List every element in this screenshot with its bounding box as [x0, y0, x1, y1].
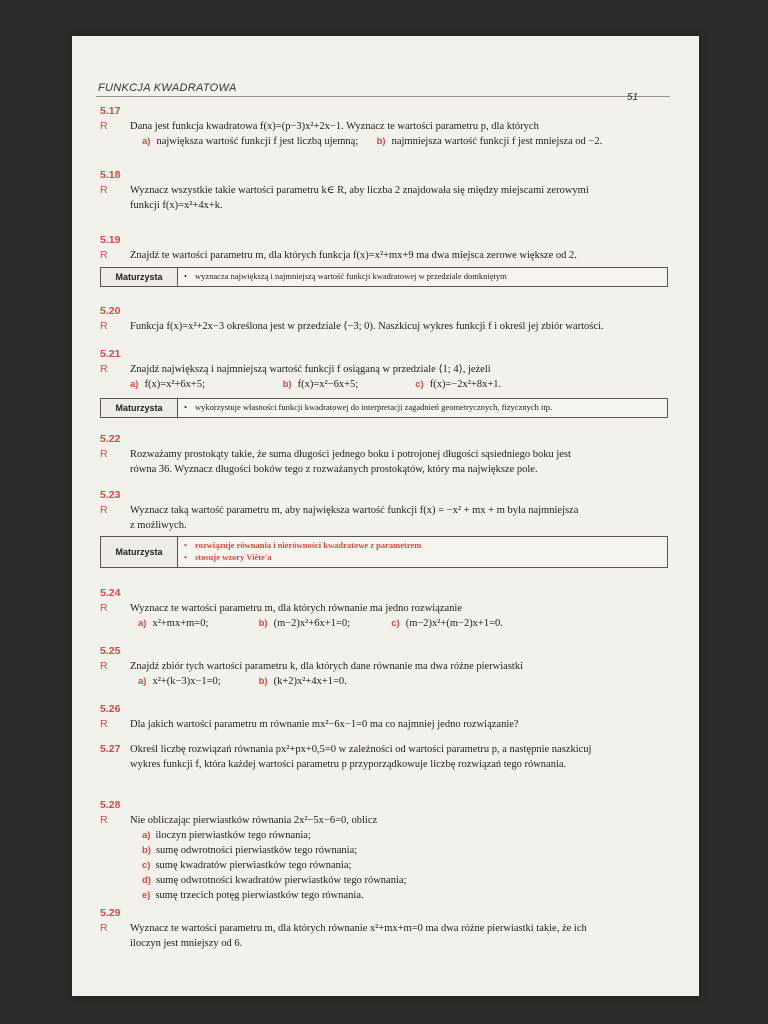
- exercise-number: 5.20 R: [100, 305, 121, 332]
- exercise-5-17: [100, 104, 660, 149]
- exercise-text: Wyznacz wszystkie takie wartości parametru k∈ R, aby liczba 2 znajdowała się między miejscami zerowymi: [130, 185, 589, 196]
- option-text: (k+2)x²+4x+1=0.: [273, 676, 347, 687]
- exercise-text: Rozważamy prostokąty takie, że suma długości jednego boku i potrojonej długości sąsiedniego boku jest: [130, 449, 571, 460]
- exercise-5-28: [100, 798, 660, 903]
- exercise-5-27: [100, 742, 660, 772]
- item-label: c): [142, 860, 151, 871]
- exercise-text-cont: funkcji f(x)=x²+4x+k.: [130, 200, 223, 211]
- exercise-text: Nie obliczając pierwiastków równania 2x²−5x−6=0, oblicz: [130, 815, 378, 826]
- option-label: a): [130, 379, 139, 390]
- option-label: b): [282, 379, 292, 390]
- item-label: e): [142, 890, 151, 901]
- exercise-5-18: [100, 168, 660, 213]
- skill-item: rozwiązuje równania i nierówności kwadratowe z parametrem: [194, 540, 422, 550]
- exercise-number: 5.28 R: [100, 799, 121, 826]
- option-label: c): [415, 379, 424, 390]
- box-label: Maturzysta: [101, 537, 178, 567]
- exercise-5-29: [100, 906, 660, 951]
- item-label: b): [142, 845, 151, 856]
- exercise-text-cont: wykres funkcji f, która każdej wartości parametru p przyporządkowuje liczbę rozwiązań tego równania.: [130, 759, 567, 770]
- option-text: f(x)=x²−6x+5;: [297, 379, 359, 390]
- exercise-5-22: [100, 432, 660, 477]
- header-divider: [96, 96, 670, 97]
- exercise-text: Wyznacz taką wartość parametru m, aby największa wartość funkcji f(x) = −x² + mx + m była najmniejsza: [130, 505, 579, 516]
- item-label: d): [142, 875, 151, 886]
- item-text: sumę odwrotności kwadratów pierwiastków tego równania;: [155, 875, 407, 886]
- exercise-text: Znajdź największą i najmniejszą wartość funkcji f osiąganą w przedziale ⟨1; 4⟩, jeżeli: [130, 364, 491, 375]
- exercise-text: Wyznacz te wartości parametru m, dla których równanie ma jedno rozwiązanie: [130, 603, 463, 614]
- exercise-5-26: [100, 702, 660, 732]
- exercise-text: Znajdź te wartości parametru m, dla których funkcja f(x)=x²+mx+9 ma dwa miejsca zerowe większe od 2.: [130, 250, 577, 261]
- exercise-5-21: [100, 347, 660, 392]
- item-label: a): [142, 830, 151, 841]
- exercise-text: Wyznacz te wartości parametru m, dla których równanie x²+mx+m=0 ma dwa różne pierwiastki takie, że ich: [130, 923, 587, 934]
- exercise-5-24: [100, 586, 660, 631]
- item-text: sumę odwrotności pierwiastków tego równania;: [155, 845, 358, 856]
- item-text: sumę trzecich potęg pierwiastków tego równania.: [155, 890, 364, 901]
- skills-box: Maturzysta • wyznacza największą i najmniejszą wartość funkcji kwadratowej w przedziale domkniętym: [100, 267, 668, 287]
- option-label: c): [391, 618, 400, 629]
- textbook-page: [72, 36, 699, 996]
- option-label: a): [142, 136, 151, 147]
- exercise-number: 5.29 R: [100, 907, 121, 934]
- exercise-number: 5.22 R: [100, 433, 121, 460]
- skill-item: stosuje wzory Viète'a: [194, 552, 272, 562]
- option-label: b): [376, 136, 386, 147]
- option-label: a): [138, 618, 147, 629]
- option-text: najmniejsza wartość funkcji f jest mniejsza od −2.: [391, 136, 603, 147]
- option-text: x²+mx+m=0;: [152, 618, 209, 629]
- chapter-title: FUNKCJA KWADRATOWA: [98, 82, 237, 94]
- exercise-text: Funkcja f(x)=x²+2x−3 określona jest w przedziale ⟨−3; 0). Naszkicuj wykres funkcji f i określ jej zbiór wartości.: [130, 321, 604, 332]
- skill-item: wyznacza największą i najmniejszą wartość funkcji kwadratowej w przedziale domkniętym: [194, 271, 507, 281]
- exercise-number: 5.27: [100, 743, 121, 755]
- skills-box: Maturzysta • wykorzystuje własności funkcji kwadratowej do interpretacji zagadnień geometrycznych, fizycznych itp.: [100, 398, 668, 418]
- skills-box: Maturzysta • rozwiązuje równania i nierówności kwadratowe z parametrem • stosuje wzory Viète'a: [100, 536, 668, 568]
- exercise-number: 5.26 R: [100, 703, 121, 730]
- exercise-5-20: [100, 304, 660, 334]
- exercise-text-cont: równa 36. Wyznacz długości boków tego z rozważanych prostokątów, który ma największe pole.: [130, 464, 538, 475]
- option-text: (m−2)x²+(m−2)x+1=0.: [405, 618, 503, 629]
- exercise-text-cont: z możliwych.: [130, 520, 187, 531]
- exercise-number: 5.23 R: [100, 489, 121, 516]
- item-text: sumę kwadratów pierwiastków tego równania;: [155, 860, 352, 871]
- option-label: a): [138, 676, 147, 687]
- option-text: f(x)=x²+6x+5;: [144, 379, 206, 390]
- exercise-number: 5.24 R: [100, 587, 121, 614]
- box-label: Maturzysta: [101, 268, 178, 286]
- option-text: największa wartość funkcji f jest liczbą ujemną;: [156, 136, 359, 147]
- option-text: (m−2)x²+6x+1=0;: [273, 618, 351, 629]
- exercise-5-23: [100, 488, 660, 533]
- option-label: b): [258, 618, 268, 629]
- option-text: x²+(k−3)x−1=0;: [152, 676, 221, 687]
- box-label: Maturzysta: [101, 399, 178, 417]
- exercise-5-19: [100, 233, 660, 263]
- exercise-text: Określ liczbę rozwiązań równania px²+px+0,5=0 w zależności od wartości parametru p, a następnie naszkicuj: [130, 744, 592, 755]
- option-text: f(x)=−2x²+8x+1.: [429, 379, 502, 390]
- item-text: iloczyn pierwiastków tego równania;: [155, 830, 311, 841]
- page-number: 51: [627, 92, 639, 103]
- exercise-text: Znajdź zbiór tych wartości parametru k, dla których dane równanie ma dwa różne pierwiastki: [130, 661, 524, 672]
- exercise-number: 5.25 R: [100, 645, 121, 672]
- exercise-text: Dana jest funkcja kwadratowa f(x)=(p−3)x²+2x−1. Wyznacz te wartości parametru p, dla których: [130, 121, 539, 132]
- exercise-text: Dla jakich wartości parametru m równanie mx²−6x−1=0 ma co najmniej jedno rozwiązanie?: [130, 719, 519, 730]
- exercise-number: 5.18 R: [100, 169, 121, 196]
- exercise-number: 5.21 R: [100, 348, 121, 375]
- exercise-text-cont: iloczyn jest mniejszy od 6.: [130, 938, 243, 949]
- exercise-5-25: [100, 644, 660, 689]
- skill-item: wykorzystuje własności funkcji kwadratowej do interpretacji zagadnień geometrycznych, fizycznych itp.: [194, 402, 553, 412]
- option-label: b): [258, 676, 268, 687]
- exercise-number: 5.19 R: [100, 234, 121, 261]
- exercise-number: 5.17 R: [100, 105, 121, 132]
